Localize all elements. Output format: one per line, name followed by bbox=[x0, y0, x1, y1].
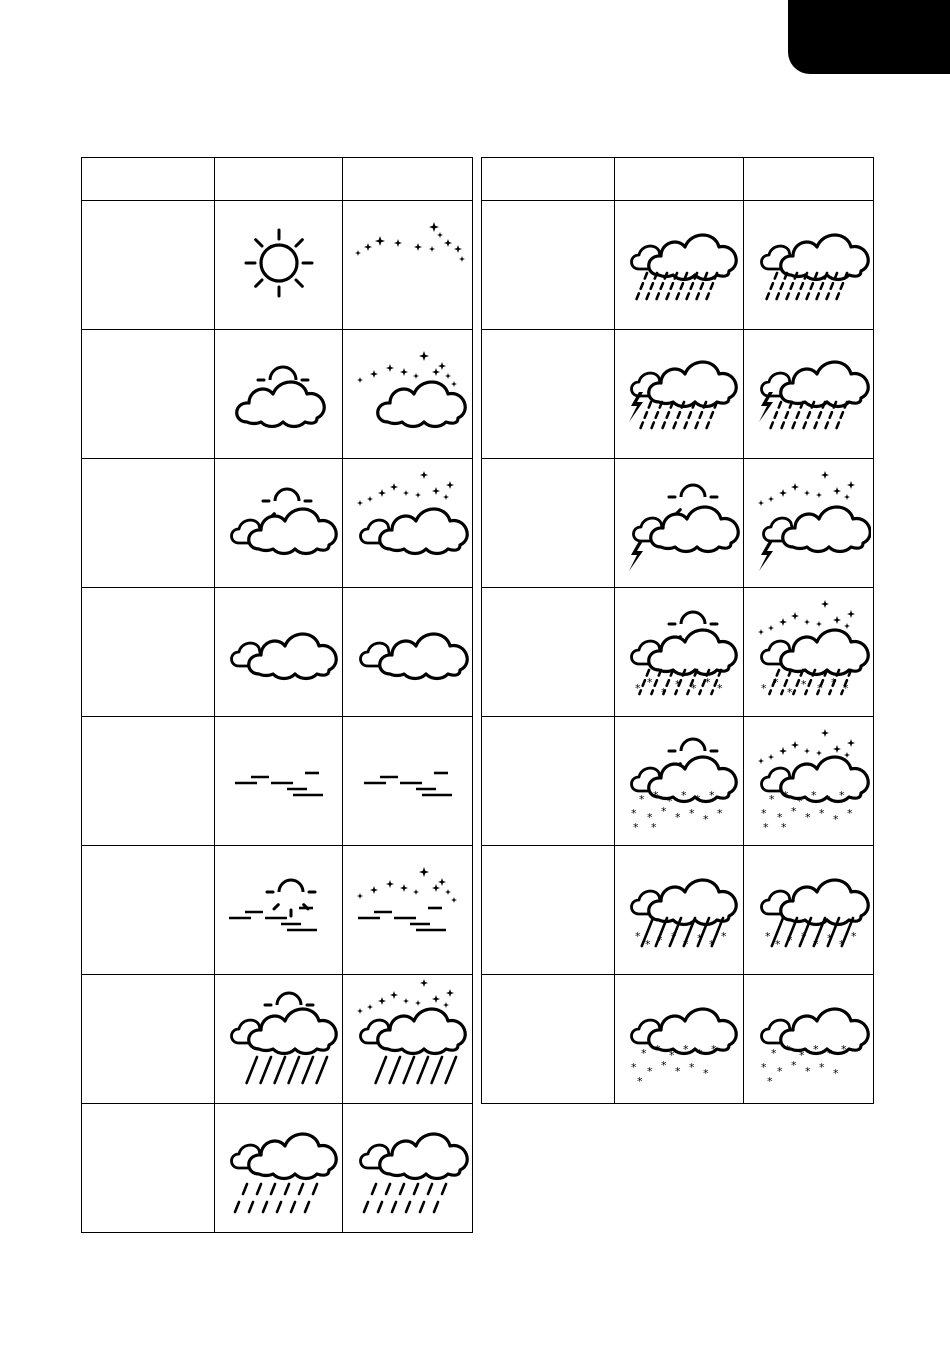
svg-text:*: * bbox=[810, 789, 816, 802]
condition-name-cell bbox=[482, 588, 615, 717]
svg-text:*: * bbox=[717, 807, 723, 820]
svg-text:*: * bbox=[669, 1049, 675, 1062]
svg-text:*: * bbox=[760, 1061, 766, 1074]
condition-name-cell bbox=[82, 330, 215, 459]
day-icon-cell bbox=[615, 975, 744, 1104]
day-icon-cell bbox=[615, 459, 744, 588]
svg-text:*: * bbox=[697, 1047, 703, 1060]
night-icon-cell bbox=[343, 846, 473, 975]
svg-text:*: * bbox=[846, 807, 852, 820]
svg-text:*: * bbox=[826, 1047, 832, 1060]
svg-text:*: * bbox=[653, 789, 659, 802]
table-row bbox=[82, 330, 473, 459]
svg-text:*: * bbox=[683, 938, 689, 951]
svg-text:*: * bbox=[790, 1059, 796, 1072]
header-cell bbox=[482, 158, 615, 201]
svg-text:*: * bbox=[635, 682, 641, 695]
svg-text:*: * bbox=[705, 676, 711, 689]
table-row bbox=[82, 201, 473, 330]
svg-text:*: * bbox=[691, 682, 697, 695]
svg-text:*: * bbox=[635, 930, 641, 943]
table-row bbox=[482, 717, 874, 846]
table-row bbox=[82, 975, 473, 1104]
heavy-rain-icon bbox=[617, 203, 741, 327]
night-icon-cell bbox=[343, 201, 473, 330]
svg-text:*: * bbox=[840, 1043, 846, 1056]
svg-text:*: * bbox=[641, 1047, 647, 1060]
sun-snow-icon bbox=[617, 719, 741, 843]
svg-text:*: * bbox=[804, 1065, 810, 1078]
svg-text:*: * bbox=[709, 789, 715, 802]
condition-name-cell bbox=[82, 1104, 215, 1233]
day-icon-cell bbox=[615, 717, 744, 846]
svg-text:*: * bbox=[842, 682, 848, 695]
condition-name-cell bbox=[482, 201, 615, 330]
svg-text:*: * bbox=[633, 821, 639, 834]
svg-text:*: * bbox=[671, 930, 677, 943]
svg-text:*: * bbox=[683, 1043, 689, 1056]
sun-behind-clouds-icon bbox=[217, 461, 341, 585]
svg-text:*: * bbox=[717, 682, 723, 695]
svg-text:*: * bbox=[766, 1075, 772, 1088]
svg-text:*: * bbox=[774, 938, 780, 951]
svg-text:*: * bbox=[703, 1067, 709, 1080]
day-icon-cell bbox=[615, 846, 744, 975]
stars-thunder-icon bbox=[747, 461, 871, 585]
svg-text:*: * bbox=[830, 676, 836, 689]
weather-icons-table-left bbox=[81, 157, 473, 1233]
table-row bbox=[82, 846, 473, 975]
svg-text:*: * bbox=[661, 1059, 667, 1072]
svg-text:*: * bbox=[818, 807, 824, 820]
svg-text:*: * bbox=[655, 1043, 661, 1056]
snow-icon bbox=[617, 977, 741, 1101]
table-row bbox=[82, 1104, 473, 1233]
cloudy-icon bbox=[217, 590, 341, 714]
header-cell bbox=[615, 158, 744, 201]
stars-sleet-icon bbox=[747, 590, 871, 714]
svg-text:*: * bbox=[645, 938, 651, 951]
svg-text:*: * bbox=[832, 813, 838, 826]
condition-name-cell bbox=[82, 459, 215, 588]
svg-text:*: * bbox=[675, 678, 681, 691]
svg-text:*: * bbox=[838, 789, 844, 802]
svg-text:*: * bbox=[667, 795, 673, 808]
header-cell bbox=[744, 158, 874, 201]
svg-text:*: * bbox=[689, 807, 695, 820]
svg-text:*: * bbox=[850, 930, 856, 943]
svg-text:*: * bbox=[675, 811, 681, 824]
svg-text:*: * bbox=[709, 938, 715, 951]
condition-name-cell bbox=[482, 459, 615, 588]
cloudy-night-icon bbox=[346, 590, 470, 714]
condition-name-cell bbox=[482, 717, 615, 846]
condition-name-cell bbox=[482, 330, 615, 459]
svg-text:*: * bbox=[786, 934, 792, 947]
table-header-row bbox=[82, 158, 473, 201]
night-icon-cell bbox=[744, 330, 874, 459]
sun-thunder-icon bbox=[617, 461, 741, 585]
svg-text:*: * bbox=[776, 811, 782, 824]
svg-text:*: * bbox=[647, 676, 653, 689]
night-icon-cell bbox=[744, 459, 874, 588]
sun-cloud-shower-icon bbox=[217, 977, 341, 1101]
night-icon-cell bbox=[343, 1104, 473, 1233]
svg-text:*: * bbox=[762, 821, 768, 834]
svg-text:*: * bbox=[772, 676, 778, 689]
night-icon-cell bbox=[744, 588, 874, 717]
svg-text:*: * bbox=[661, 805, 667, 818]
svg-text:*: * bbox=[816, 682, 822, 695]
day-icon-cell bbox=[215, 717, 343, 846]
condition-name-cell bbox=[82, 588, 215, 717]
night-icon-cell bbox=[744, 975, 874, 1104]
day-icon-cell bbox=[215, 975, 343, 1104]
day-icon-cell bbox=[615, 588, 744, 717]
svg-text:*: * bbox=[637, 1075, 643, 1088]
svg-text:*: * bbox=[782, 789, 788, 802]
svg-text:*: * bbox=[695, 793, 701, 806]
header-cell bbox=[82, 158, 215, 201]
condition-name-cell bbox=[482, 975, 615, 1104]
svg-text:*: * bbox=[798, 1049, 804, 1062]
svg-text:*: * bbox=[760, 807, 766, 820]
table-row bbox=[82, 588, 473, 717]
svg-text:*: * bbox=[639, 793, 645, 806]
heavy-rain-night-icon bbox=[747, 203, 871, 327]
corner-tab bbox=[788, 0, 950, 74]
svg-text:*: * bbox=[776, 1065, 782, 1078]
svg-text:*: * bbox=[681, 789, 687, 802]
table-row bbox=[82, 717, 473, 846]
svg-text:*: * bbox=[661, 686, 667, 699]
svg-text:*: * bbox=[703, 813, 709, 826]
svg-text:*: * bbox=[784, 1043, 790, 1056]
svg-text:*: * bbox=[804, 811, 810, 824]
header-cell bbox=[343, 158, 473, 201]
night-icon-cell bbox=[343, 330, 473, 459]
header-cell bbox=[215, 158, 343, 201]
night-icon-cell bbox=[744, 201, 874, 330]
thunder-rain-icon bbox=[617, 332, 741, 456]
svg-text:*: * bbox=[647, 1065, 653, 1078]
svg-text:*: * bbox=[790, 805, 796, 818]
svg-text:*: * bbox=[631, 1061, 637, 1074]
table-header-row bbox=[482, 158, 874, 201]
fog-icon bbox=[217, 719, 341, 843]
table-row bbox=[82, 459, 473, 588]
night-icon-cell bbox=[744, 846, 874, 975]
table-row bbox=[482, 588, 874, 717]
day-icon-cell bbox=[615, 201, 744, 330]
sun-fog-icon bbox=[217, 848, 341, 972]
day-icon-cell bbox=[215, 846, 343, 975]
svg-text:*: * bbox=[675, 1065, 681, 1078]
condition-name-cell bbox=[82, 846, 215, 975]
svg-text:*: * bbox=[651, 821, 657, 834]
svg-text:*: * bbox=[631, 807, 637, 820]
condition-name-cell bbox=[82, 201, 215, 330]
svg-text:*: * bbox=[786, 686, 792, 699]
drizzle-icon bbox=[217, 1106, 341, 1230]
fog-night-icon bbox=[346, 719, 470, 843]
drizzle-night-icon bbox=[346, 1106, 470, 1230]
sun-behind-cloud-icon bbox=[217, 332, 341, 456]
table-row bbox=[482, 330, 874, 459]
sleet-night-icon bbox=[747, 848, 871, 972]
svg-text:*: * bbox=[760, 682, 766, 695]
svg-text:*: * bbox=[812, 938, 818, 951]
day-icon-cell bbox=[615, 330, 744, 459]
svg-text:*: * bbox=[657, 934, 663, 947]
stars-cloud-shower-icon bbox=[346, 977, 470, 1101]
day-icon-cell bbox=[215, 330, 343, 459]
condition-name-cell bbox=[482, 846, 615, 975]
svg-text:*: * bbox=[770, 1047, 776, 1060]
svg-text:*: * bbox=[780, 821, 786, 834]
table-row bbox=[482, 975, 874, 1104]
svg-text:*: * bbox=[800, 678, 806, 691]
table-row bbox=[482, 846, 874, 975]
night-icon-cell bbox=[744, 717, 874, 846]
svg-text:*: * bbox=[764, 930, 770, 943]
svg-text:*: * bbox=[812, 1043, 818, 1056]
stars-icon bbox=[346, 203, 470, 327]
thunder-rain-night-icon bbox=[747, 332, 871, 456]
svg-text:*: * bbox=[832, 1067, 838, 1080]
day-icon-cell bbox=[215, 201, 343, 330]
sun-sleet-icon bbox=[617, 590, 741, 714]
table-row bbox=[482, 201, 874, 330]
night-icon-cell bbox=[343, 717, 473, 846]
condition-name-cell bbox=[82, 975, 215, 1104]
svg-text:*: * bbox=[796, 795, 802, 808]
svg-text:*: * bbox=[689, 1061, 695, 1074]
svg-text:*: * bbox=[826, 932, 832, 945]
night-icon-cell bbox=[343, 975, 473, 1104]
svg-text:*: * bbox=[768, 793, 774, 806]
table-row bbox=[482, 459, 874, 588]
day-icon-cell bbox=[215, 459, 343, 588]
condition-name-cell bbox=[82, 717, 215, 846]
svg-text:*: * bbox=[824, 793, 830, 806]
stars-cloud-icon bbox=[346, 332, 470, 456]
weather-icons-table-right bbox=[481, 157, 874, 1104]
snow-night-icon bbox=[747, 977, 871, 1101]
svg-text:*: * bbox=[711, 1043, 717, 1056]
stars-clouds-icon bbox=[346, 461, 470, 585]
night-icon-cell bbox=[343, 588, 473, 717]
night-icon-cell bbox=[343, 459, 473, 588]
svg-text:*: * bbox=[721, 930, 727, 943]
day-icon-cell bbox=[215, 588, 343, 717]
svg-text:*: * bbox=[818, 1061, 824, 1074]
stars-fog-icon bbox=[346, 848, 470, 972]
day-icon-cell bbox=[215, 1104, 343, 1233]
svg-text:*: * bbox=[838, 938, 844, 951]
svg-text:*: * bbox=[647, 811, 653, 824]
svg-text:*: * bbox=[697, 932, 703, 945]
sleet-icon bbox=[617, 848, 741, 972]
svg-text:*: * bbox=[800, 930, 806, 943]
sun-icon bbox=[217, 203, 341, 327]
stars-snow-icon bbox=[747, 719, 871, 843]
